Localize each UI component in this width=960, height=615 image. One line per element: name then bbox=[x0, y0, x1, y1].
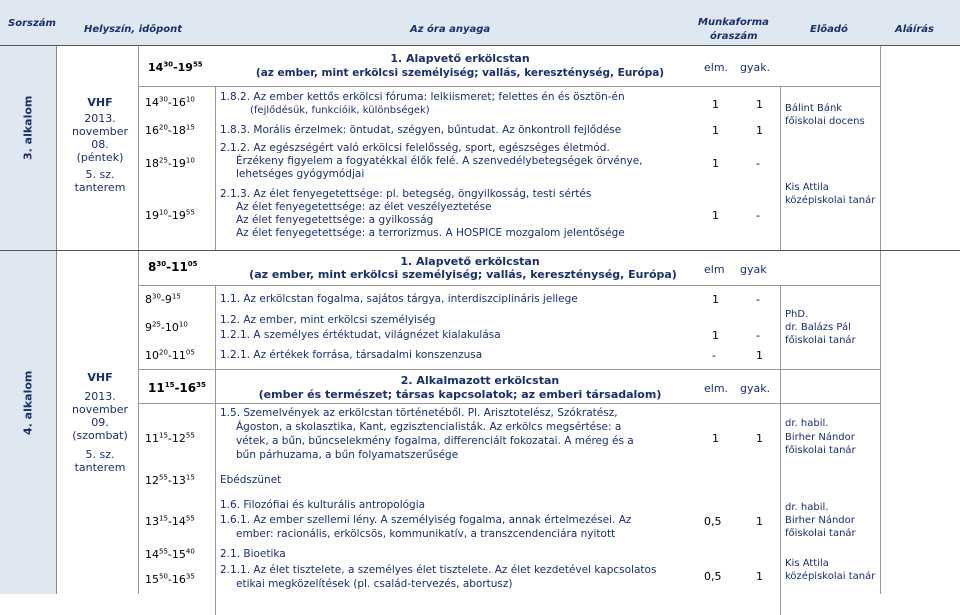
s4-r3-elm: - bbox=[712, 349, 716, 362]
s4-block2-time: $11^{15}-16^{35}$ bbox=[148, 381, 206, 395]
s4-gyak: gyak bbox=[740, 263, 767, 276]
s3-row4-l4: Az élet fenyegetettsége: a terrorizmus. A HOSPICE mozgalom jelentősége bbox=[236, 227, 625, 239]
s3-lecturer2-name: Kis Attila bbox=[785, 182, 829, 193]
s4-place-vhf: VHF bbox=[87, 371, 113, 384]
s4-r2-gyak: - bbox=[756, 329, 760, 342]
s3-row4-elm: 1 bbox=[712, 209, 719, 222]
s3-row1-l1: 1.8.2. Az ember kettős erkölcsi fóruma: lelkiismeret; felettes én és ösztön-én bbox=[220, 91, 625, 103]
s4-b2r5-l2: etikai megközelítések (pl. család-tervezés, abortusz) bbox=[236, 578, 513, 590]
session-3 bbox=[0, 46, 960, 251]
table-header bbox=[0, 0, 960, 46]
s3-row3-l1: 2.1.2. Az egészségért való erkölcsi felelősség, sport, egészséges életmód. bbox=[220, 142, 610, 154]
s4-lecturer1-deg: PhD. bbox=[785, 309, 809, 320]
s3-elm: elm. bbox=[704, 61, 729, 74]
divider bbox=[138, 86, 880, 87]
s3-row1-elm: 1 bbox=[712, 98, 719, 111]
s4-r2-time: $9^{25}-10^{10}$ bbox=[145, 320, 188, 334]
s4-block2-title: 2. Alkalmazott erkölcstan bbox=[400, 374, 560, 387]
s4-lecturer2-title: főiskolai tanár bbox=[785, 445, 856, 456]
s4-r3-l1: 1.2.1. Az értékek forrása, társadalmi konszenzusa bbox=[220, 349, 483, 361]
s4-place-day: 09. bbox=[91, 416, 109, 429]
s4-block1-sub: (az ember, mint erkölcsi személyiség; vallás, kereszténység, Európa) bbox=[249, 268, 677, 281]
s4-block1-time: $8^{30}-11^{05}$ bbox=[148, 260, 198, 274]
s4-r1-l1: 1.1. Az erkölcstan fogalma, sajátos tárgya, interdiszciplináris jellege bbox=[220, 293, 578, 305]
divider bbox=[138, 285, 880, 286]
s4-b2r1-l4: bűn párhuzama, a bűn folyamatszerűsége bbox=[236, 449, 459, 461]
s3-lecturer1-name: Bálint Bánk bbox=[785, 103, 843, 114]
s4-r2-l2: 1.2.1. A személyes értéktudat, világnézet kialakulása bbox=[220, 329, 501, 341]
s4-b2r3-time: $13^{15}-14^{55}$ bbox=[145, 514, 195, 528]
s4-lecturer3-deg: dr. habil. bbox=[785, 502, 829, 513]
s3-lecturer1-title: főiskolai docens bbox=[785, 116, 865, 127]
s4-r3-gyak: 1 bbox=[756, 349, 763, 362]
header-helyszin: Helyszín, időpont bbox=[84, 24, 183, 35]
s4-b2r5-gyak: 1 bbox=[756, 570, 763, 583]
s4-place-year: 2013. bbox=[84, 390, 116, 403]
s4-lecturer1-title: főiskolai tanár bbox=[785, 335, 856, 346]
s4-b2r3-l3: ember: racionális, erkölcsös, kommunikatív, a transzcendenciára nyitott bbox=[236, 528, 616, 540]
s3-row1-l2: (fejlődésük, funkcióik, különbségek) bbox=[250, 105, 430, 116]
divider bbox=[138, 403, 880, 404]
s3-row2-l1: 1.8.3. Morális érzelmek: öntudat, szégyen, bűntudat. Az önkontroll fejlődése bbox=[220, 124, 622, 136]
s3-place-room2: tanterem bbox=[74, 181, 126, 194]
s4-r2-l1: 1.2. Az ember, mint erkölcsi személyiség bbox=[220, 314, 436, 326]
s4-b2r1-gyak: 1 bbox=[756, 432, 763, 445]
divider bbox=[880, 46, 881, 250]
session-4-label: 4. alkalom bbox=[21, 370, 35, 435]
divider bbox=[138, 369, 880, 370]
s4-b2r1-elm: 1 bbox=[712, 432, 719, 445]
divider bbox=[215, 86, 216, 250]
s4-r3-time: $10^{20}-11^{05}$ bbox=[145, 348, 195, 362]
header-munkaforma: Munkaforma bbox=[698, 17, 769, 28]
s3-place-day: 08. bbox=[91, 138, 109, 151]
s4-lecturer3-name: Birher Nándor bbox=[785, 515, 855, 526]
s3-row2-gyak: 1 bbox=[756, 124, 763, 137]
divider bbox=[880, 251, 881, 594]
s4-lecturer3-title: főiskolai tanár bbox=[785, 528, 856, 539]
s3-row3-l3: lehetséges gyógymódjai bbox=[236, 168, 365, 180]
s4-r1-elm: 1 bbox=[712, 293, 719, 306]
session-4-stripe bbox=[0, 251, 57, 594]
s3-block-sub: (az ember, mint erkölcsi személyiség; vallás, kereszténység, Európa) bbox=[255, 67, 665, 79]
s3-block-time: $14^{30}-19^{55}$ bbox=[148, 60, 203, 74]
s4-lecturer4-title: középiskolai tanár bbox=[785, 571, 876, 582]
s3-row3-time: $18^{25}-19^{10}$ bbox=[145, 156, 195, 170]
s4-b2r3-elm: 0,5 bbox=[704, 515, 722, 528]
s3-place-year: 2013. bbox=[84, 112, 116, 125]
s4-lecturer4-name: Kis Attila bbox=[785, 558, 829, 569]
s3-row2-elm: 1 bbox=[712, 124, 719, 137]
s4-elm: elm bbox=[704, 263, 725, 276]
s4-lecturer1-name: dr. Balázs Pál bbox=[785, 322, 851, 333]
s4-b2r3-l1: 1.6. Filozófiai és kulturális antropológia bbox=[220, 499, 426, 511]
s3-gyak: gyak. bbox=[740, 61, 771, 74]
divider bbox=[215, 285, 216, 615]
session-4 bbox=[0, 251, 960, 594]
s3-lecturer2-title: középiskolai tanár bbox=[785, 195, 876, 206]
s3-row3-gyak: - bbox=[756, 157, 760, 170]
s3-block-title: 1. Alapvető erkölcstan bbox=[390, 52, 530, 65]
divider bbox=[780, 86, 781, 250]
s4-place-room2: tanterem bbox=[74, 461, 126, 474]
s4-r1-time: $8^{30}-9^{15}$ bbox=[145, 292, 181, 306]
divider bbox=[138, 251, 139, 594]
s3-place-room: 5. sz. bbox=[85, 168, 115, 181]
header-oraszam: óraszám bbox=[710, 31, 758, 42]
s3-row1-time: $14^{30}-16^{10}$ bbox=[145, 95, 195, 109]
header-alairas: Aláírás bbox=[895, 24, 934, 35]
session-3-label: 3. alkalom bbox=[21, 95, 35, 160]
header-eloado: Előadó bbox=[810, 24, 848, 35]
s3-row1-gyak: 1 bbox=[756, 98, 763, 111]
s3-row4-gyak: - bbox=[756, 209, 760, 222]
s4-b2r4-l1: 2.1. Bioetika bbox=[220, 548, 286, 560]
s4-b2r5-elm: 0,5 bbox=[704, 570, 722, 583]
s4-b2r1-l1: 1.5. Szemelvények az erkölcstan történetéből. Pl. Arisztotelész, Szókratész, bbox=[220, 407, 618, 419]
s4-block2-sub: (ember és természet; társas kapcsolatok; az emberi társadalom) bbox=[258, 388, 662, 401]
s4-b2r5-time: $15^{50}-16^{35}$ bbox=[145, 572, 195, 586]
s3-row4-l1: 2.1.3. Az élet fenyegetettsége: pl. betegség, öngyilkosság, testi sértés bbox=[220, 188, 592, 200]
s4-elm2: elm. bbox=[704, 382, 729, 395]
s3-place-vhf: VHF bbox=[87, 96, 113, 109]
divider bbox=[138, 46, 139, 250]
s3-row3-elm: 1 bbox=[712, 157, 719, 170]
s4-b2r1-l3: vétek, a bűn, bűncselekmény fogalma, differenciált fokozatai. A méreg és a bbox=[236, 435, 634, 447]
s3-row2-time: $16^{20}-18^{15}$ bbox=[145, 123, 195, 137]
s3-row3-l2: Érzékeny figyelem a fogyatékkal élők felé. A szenvedélybetegségek örvénye, bbox=[236, 155, 643, 167]
s4-b2r1-l2: Ágoston, a skolasztika, Kant, egzisztencialisták. Az erkölcs megsértése: a bbox=[236, 421, 622, 433]
s4-b2r5-l1: 2.1.1. Az élet tisztelete, a személyes élet tisztelete. Az élet kezdetével kapcsolatos bbox=[220, 564, 657, 576]
s4-lecturer2-deg: dr. habil. bbox=[785, 418, 829, 429]
s4-place-room: 5. sz. bbox=[85, 448, 115, 461]
s4-b2r2-time: $12^{55}-13^{15}$ bbox=[145, 473, 195, 487]
s4-gyak2: gyak. bbox=[740, 382, 771, 395]
s4-b2r1-time: $11^{15}-12^{55}$ bbox=[145, 431, 195, 445]
s3-row4-time: $19^{10}-19^{55}$ bbox=[145, 208, 195, 222]
s4-r2-elm: 1 bbox=[712, 329, 719, 342]
header-anyag: Az óra anyaga bbox=[410, 24, 491, 35]
s4-b2r2-l1: Ebédszünet bbox=[220, 474, 282, 486]
s3-place-weekday: (péntek) bbox=[76, 151, 124, 164]
s3-row4-l2: Az élet fenyegetettsége: az élet veszélyeztetése bbox=[236, 201, 492, 213]
s4-b2r3-gyak: 1 bbox=[756, 515, 763, 528]
s4-block1-title: 1. Alapvető erkölcstan bbox=[400, 255, 540, 268]
s4-r1-gyak: - bbox=[756, 293, 760, 306]
s3-place-month: november bbox=[72, 125, 128, 138]
header-sorszam: Sorszám bbox=[8, 18, 56, 29]
session-3-stripe bbox=[0, 46, 57, 250]
s4-lecturer2-name: Birher Nándor bbox=[785, 432, 855, 443]
divider bbox=[780, 285, 781, 615]
s4-b2r3-l2: 1.6.1. Az ember szellemi lény. A személyiség fogalma, annak értelmezései. Az bbox=[220, 514, 632, 526]
s4-place-weekday: (szombat) bbox=[72, 429, 128, 442]
s3-row4-l3: Az élet fenyegetettsége: a gyilkosság bbox=[236, 214, 434, 226]
s4-place-month: november bbox=[72, 403, 128, 416]
s4-b2r4-time: $14^{55}-15^{40}$ bbox=[145, 547, 195, 561]
